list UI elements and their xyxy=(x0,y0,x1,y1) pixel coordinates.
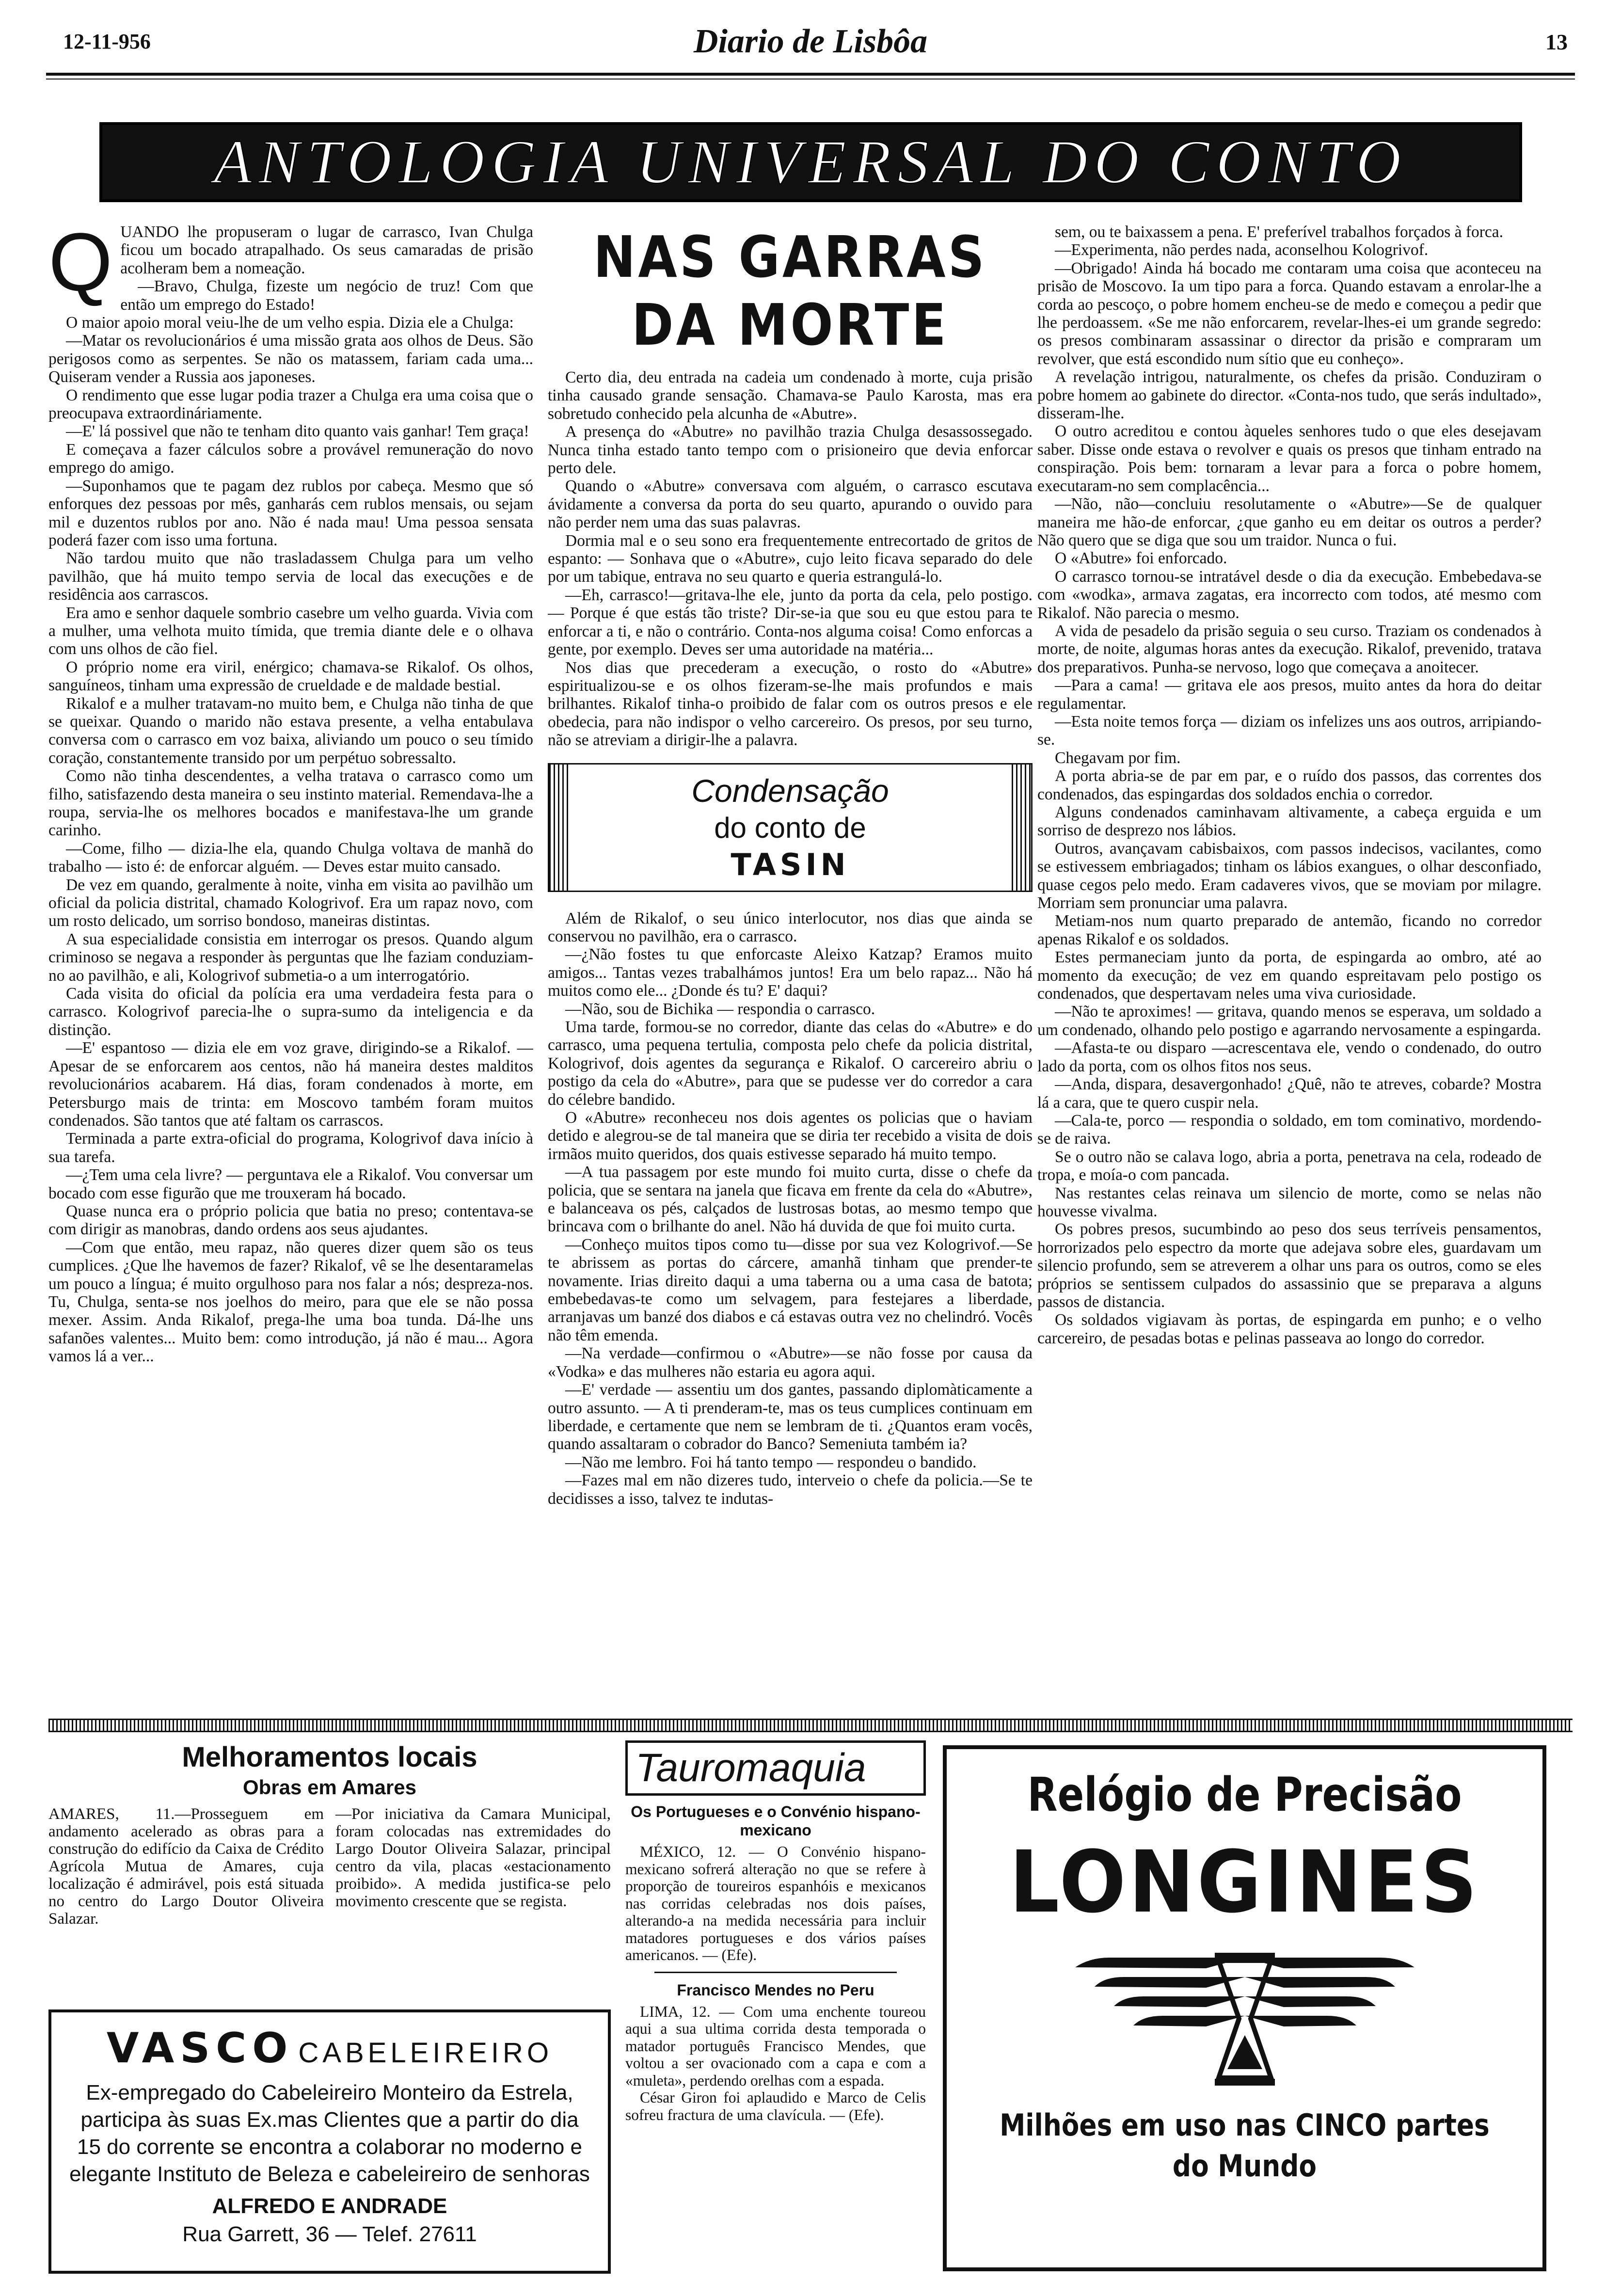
story-paragraph: A porta abria-se de par em par, e o ruído dos passos, das correntes dos condenados, das espingardas dos soldados enchia o corredor. xyxy=(1037,767,1542,803)
story-paragraph: A revelação intrigou, naturalmente, os chefes da prisão. Conduziram o pobre homem ao gabinete do director. «Conta-nos tudo, que serás indultado», disseram-lhe. xyxy=(1037,368,1542,423)
story-column-1 xyxy=(48,223,533,1719)
story-paragraph: O «Abutre» foi enforcado. xyxy=(1055,549,1227,568)
tauromaquia-text-1: MÉXICO, 12. — O Convénio hispano-mexicano sofrerá alteração no que se refere à proporção de toureiros espanhóis e mexicanos nas corridas celebradas nos dois países, alterando-a na medida necessária para incluir matadores portugueses e dos vários países americanos. — (Efe). xyxy=(625,1843,926,1963)
story-paragraph: O «Abutre» reconheceu nos dois agentes os policias que o haviam detido e alegrou-se de tal maneira que se diria ter recebido a visita de dois irmãos muito queridos, dos quais estivesse separado há muito tempo. xyxy=(548,1109,1033,1163)
story-paragraph: —Não te aproximes! — gritava, quando menos se esperava, um soldado a um condenado, olhando pelo postigo e agarrando nervosamente a espingarda. xyxy=(1037,1003,1542,1039)
condensation-of-story: do conto de xyxy=(714,811,866,844)
story-paragraph: O rendimento que esse lugar podia trazer a Chulga era uma coisa que o preocupava extraordináriamente. xyxy=(48,386,533,423)
story-paragraph: Não tardou muito que não trasladassem Chulga para um velho pavilhão, que há muito tempo servia de local das execuções e de residência aos carrascos. xyxy=(48,549,533,604)
melhoramentos-title: Melhoramentos locais xyxy=(182,1741,477,1773)
story-paragraph: E começava a fazer cálculos sobre a provável remuneração do novo emprego do amigo. xyxy=(48,440,533,477)
story-paragraph: —E' espantoso — dizia ele em voz grave, dirigindo-se a Rikalof. — Apesar de se enforcarem aos centos, não há maneira destes malditos revolucionários acabarem. Há dias, foram condenados à morte, em Petersburgo mais de trinta: em Moscovo também foram muitos condenados. São tantos que até faltam os carrascos. xyxy=(48,1039,533,1130)
melhoramentos-article xyxy=(48,1740,611,2002)
story-paragraph: Metiam-nos num quarto preparado de antemão, ficando no corredor apenas Rikalof e os soldados. xyxy=(1037,912,1542,948)
story-paragraph: Estes permaneciam junto da porta, de espingarda ao ombro, até ao momento da execução; de vez em quando espreitavam pelo postigo os condenados, que despertavam neles uma viva curiosidade. xyxy=(1037,948,1542,1003)
condensation-author: TASIN xyxy=(731,846,850,882)
story-paragraph: —Bravo, Chulga, fizeste um negócio de truz! Com que então um emprego do Estado! xyxy=(120,277,533,314)
longines-brand: LONGINES xyxy=(1009,1833,1480,1932)
story-paragraph: Terminada a parte extra-oficial do programa, Kologrivof dava início à sua tarefa. xyxy=(48,1130,533,1166)
drop-cap: Q xyxy=(48,223,113,308)
vasco-name: VASCO xyxy=(106,2024,294,2073)
story-paragraph: —Com que então, meu rapaz, não queres dizer quem são os teus cumplices. ¿Que lhe havemos de fazer? Rikalof, vê se lhe desentaramelas um pouco a língua; é muito orgulhoso para nos falar a nós; despreza-nos. Tu, Chulga, senta-se nos joelhos do meiro, para que ele se não possa mexer. Assim. Anda Rikalof, prega-lhe uma boa tunda. Dá-lhe uns safanões valentes... Muito bem: como introdução, já não é mau... Agora vamos lá a ver... xyxy=(48,1238,533,1366)
melhoramentos-right: —Por iniciativa da Camara Municipal, foram colocadas nas extremidades do Largo Doutor Oliveira Salazar, principal centro da vila, placas «estacionamento proibido». A medida justifica-se pelo movimento crescente que se regista. xyxy=(335,1805,611,1910)
story-paragraph: —¿Tem uma cela livre? — perguntava ele a Rikalof. Vou conversar um bocado com esse figurão que me trouxeram há bocado. xyxy=(48,1166,533,1202)
story-paragraph: —Eh, carrasco!—gritava-lhe ele, junto da porta da cela, pelo postigo. — Porque é que estás tão triste? Dir-se-ia que sou eu que estou para te enforcar a ti, e não o contrário. Conta-nos alguma coisa! Como enforcas a gente, por exemplo. Deves ser uma autoridade na matéria... xyxy=(548,586,1033,659)
story-paragraph: Outros, avançavam cabisbaixos, com passos indecisos, vacilantes, como se estivessem embriagados; tinham os lábios exangues, o olhar desconfiado, quase cegos pelo medo. Eram cadaveres vivos, que se moviam por milagre. Morriam sem pronunciar uma palavra. xyxy=(1037,839,1542,912)
story-paragraph: Certo dia, deu entrada na cadeia um condenado à morte, cuja prisão tinha causado grande sensação. Chamava-se Paulo Karosta, mas era sobretudo conhecido pela alcunha de «Abutre». xyxy=(548,368,1033,423)
story-paragraph: —Obrigado! Ainda há bocado me contaram uma coisa que aconteceu na prisão de Moscovo. Ia um tipo para a forca. Quando estavam a enrolar-lhe a corda ao pescoço, o pobre homem encheu-se de medo e começou a pedir que lhe perdoassem. «Se me não enforcarem, revelar-lhes-ei um grande segredo: os presos combinaram assassinar o director da prisão e compraram um revolver, que está escondido num sítio que eu conheço». xyxy=(1037,259,1542,368)
story-paragraph: —Não, sou de Bichika — respondia o carrasco. xyxy=(565,1000,875,1018)
vasco-trade: CABELEIREIRO xyxy=(298,2037,553,2069)
story-paragraph: —E' verdade — assentiu um dos gantes, passando diplomàticamente a outro assunto. — A ti prenderam-te, mas os teus cumplices continuam em liberdade, e certamente que nem se lembram de ti. ¿Quantos eram vocês, quando assaltaram o cobrador do Banco? Semeniuta também ia? xyxy=(548,1381,1033,1453)
story-paragraph: Cada visita do oficial da polícia era uma verdadeira festa para o carrasco. Kologrivof parecia-lhe o supra-sumo da inteligencia e da distinção. xyxy=(48,985,533,1039)
tauromaquia-column xyxy=(625,1740,926,2283)
tauromaquia-headline-2: Francisco Mendes no Peru xyxy=(677,1981,874,1999)
story-paragraph: —Fazes mal em não dizeres tudo, interveio o chefe da policia.—Se te decidisses a isso, talvez te indutas- xyxy=(548,1471,1033,1508)
story-paragraph: —Come, filho — dizia-lhe ela, quando Chulga voltava de manhã do trabalho — isto é: de enforcar alguém. — Deves estar muito cansado. xyxy=(48,839,533,876)
story-paragraph: —¿Não fostes tu que enforcaste Aleixo Katzap? Eramos muito amigos... Tantas vezes trabalhámos juntos! Era um belo rapaz... Não há muitos como ele... ¿Donde és tu? E' daqui? xyxy=(548,945,1033,1000)
issue-date: 12-11-956 xyxy=(63,30,151,53)
vasco-body: Ex-empregado do Cabeleireiro Monteiro da Estrela, participa às suas Ex.mas Clientes que a partir do dia 15 do corrente se encontra a colaborar no moderno e elegante Instituto de Beleza e cabeleireiro de senhoras xyxy=(69,2081,590,2186)
story-paragraph: O outro acreditou e contou àqueles senhores tudo o que eles desejavam saber. Disse onde estava o revolver e quais os presos que tinham entrado na conspiração. Pois bem: tornaram a levar para a forca o pobre homem, executaram-no sem complacência... xyxy=(1037,422,1542,495)
section-banner xyxy=(99,122,1522,202)
story-paragraph: Quase nunca era o próprio policia que batia no preso; contentava-se com dirigir as manobras, dando ordens aos seus ajudantes. xyxy=(48,1202,533,1239)
story-column-2 xyxy=(548,223,1033,1719)
condensation-label: Condensação xyxy=(691,772,889,809)
melhoramentos-body xyxy=(48,1805,611,1928)
longines-headline: Relógio de Precisão xyxy=(1027,1768,1462,1822)
tauromaquia-text-2: LIMA, 12. — Com uma enchente toureou aqui a sua ultima corrida desta temporada o matador português Francisco Mendes, que voltou a ser ovacionado com a capa e com a «muleta», perdendo orelhas com a espada. xyxy=(625,2003,926,2089)
story-paragraph: —Anda, dispara, desavergonhado! ¿Quê, não te atreves, cobarde? Mostra lá a cara, que te quero cuspir nela. xyxy=(1037,1075,1542,1112)
story-paragraph: —A tua passagem por este mundo foi muito curta, disse o chefe da policia, que se sentara na janela que ficava em frente da cela do «Abutre», e balanceava os pés, calçados de lustrosas botas, ao mesmo tempo que brincava com o brilhante do anel. Não há duvida de que foi muito curta. xyxy=(548,1163,1033,1236)
section-banner-title: ANTOLOGIA UNIVERSAL DO CONTO xyxy=(214,128,1408,196)
header-rule xyxy=(46,73,1575,76)
newspaper-name: Diario de Lisbôa xyxy=(693,23,928,60)
tauromaquia-title: Tauromaquia xyxy=(625,1740,926,1796)
story-paragraph: —Esta noite temos força — diziam os infelizes uns aos outros, arripiando-se. xyxy=(1037,712,1542,749)
story-paragraph: Se o outro não se calava logo, abria a porta, penetrava na cela, rodeado de tropa, e moía-o com pancada. xyxy=(1037,1148,1542,1184)
story-column-2-text-b xyxy=(548,909,1033,1508)
story-paragraph: O maior apoio moral veiu-lhe de um velho espia. Dizia ele a Chulga: xyxy=(66,314,514,332)
vasco-advertisement xyxy=(48,2009,611,2274)
winged-hourglass-icon xyxy=(1061,1938,1429,2098)
story-paragraph: —Cala-te, porco — respondia o soldado, em tom cominativo, mordendo-se de raiva. xyxy=(1037,1111,1542,1148)
header-rule-thin xyxy=(46,79,1575,80)
story-column-2-text-a xyxy=(548,368,1033,749)
condensation-box xyxy=(548,763,1033,892)
story-paragraph: Alguns condenados caminhavam altivamente, a cabeça erguida e um sorriso de desprezo nos lábios. xyxy=(1037,803,1542,840)
story-paragraph: —Para a cama! — gritava ele aos presos, muito antes da hora do deitar regulamentar. xyxy=(1037,676,1542,713)
story-paragraph: Como não tinha descendentes, a velha tratava o carrasco como um filho, satisfazendo desta maneira o seu instinto material. Remendava-lhe a roupa, servia-lhe os melhores bocados e manifestava-lhe um grande carinho. xyxy=(48,767,533,840)
story-title: NAS GARRAS DA MORTE xyxy=(593,223,987,358)
story-paragraph: Nas restantes celas reinava um silencio de morte, como se nelas não houvesse vivalma. xyxy=(1037,1184,1542,1220)
story-paragraph: —Não me lembro. Foi há tanto tempo — respondeu o bandido. xyxy=(565,1453,977,1471)
story-column-1-text xyxy=(48,223,533,1366)
melhoramentos-subtitle: Obras em Amares xyxy=(243,1776,416,1799)
story-paragraph: Chegavam por fim. xyxy=(1055,749,1181,767)
story-paragraph: —Suponhamos que te pagam dez rublos por cabeça. Mesmo que só enforques dez pessoas por mês, ganharás cem rublos mensais, ou sejam mil e duzentos rublos por ano. Não é nada mau! Uma pessoa sensata poderá fazer com isso uma fortuna. xyxy=(48,477,533,549)
story-paragraph: UANDO lhe propuseram o lugar de carrasco, Ivan Chulga ficou um bocado atrapalhado. Os seus camaradas de prisão acolheram bem a nomeação. xyxy=(120,223,533,277)
vasco-address: Rua Garrett, 36 — Telef. 27611 xyxy=(182,2222,477,2246)
story-paragraph: A vida de pesadelo da prisão seguia o seu curso. Traziam os condenados à morte, de noite, algumas horas antes da execução. Rikalof, prevenido, tratava dos preparativos. Punha-se nervoso, logo que começava a anoitecer. xyxy=(1037,622,1542,676)
story-paragraph: Além de Rikalof, o seu único interlocutor, nos dias que ainda se conservou no pavilhão, era o carrasco. xyxy=(548,909,1033,945)
vasco-firm: ALFREDO E ANDRADE xyxy=(212,2194,447,2218)
story-paragraph: Nos dias que precederam a execução, o rosto do «Abutre» espiritualizou-se e os olhos fizeram-se-lhe mais profundos e mais brilhantes. Rikalof tinha-o proibido de falar com os outros presos e ele obedecia, para não indispor o velho carcereiro. Os presos, por seu turno, não se atreviam a dirigir-lhe a palavra. xyxy=(548,658,1033,749)
story-paragraph: Uma tarde, formou-se no corredor, diante das celas do «Abutre» e do carrasco, uma pequena tertulia, composta pelo chefe da policia distrital, Kologrivof, dois agentes da segurança e Rikalof. O carcereiro abriu o postigo da cela do «Abutre», para que se pudesse ver do corredor a cara do célebre bandido. xyxy=(548,1018,1033,1109)
story-paragraph: —Matar os revolucionários é uma missão grata aos olhos de Deus. São perigosos como as serpentes. Se não os matassem, fariam cada uma... Quiseram vender a Russia aos japoneses. xyxy=(48,332,533,386)
story-column-3-text xyxy=(1037,223,1542,1347)
story-paragraph: Quando o «Abutre» conversava com alguém, o carrasco escutava ávidamente a conversa da porta do seu quarto, apurando o ouvido para não perder nem uma das suas palavras. xyxy=(548,477,1033,532)
page-number: 13 xyxy=(1545,30,1568,54)
longines-advertisement xyxy=(943,1745,1546,2271)
story-paragraph: Rikalof e a mulher tratavam-no muito bem, e Chulga não tinha de que se queixar. Quando o marido não estava presente, a velha entabulava conversa com o carrasco em voz baixa, aliviando um pouco o seu tímido coração, constantemente transido por um perpétuo sobressalto. xyxy=(48,694,533,767)
story-paragraph: Os pobres presos, sucumbindo ao peso dos seus terríveis pensamentos, horrorizados pelo espectro da morte que adejava sobre eles, guardavam um silencio profundo, sem se atreverem a olhar uns para os outros, como se eles próprios se sentissem culpados do assassinio que se preparava a alguns passos de distancia. xyxy=(1037,1220,1542,1311)
tauromaquia-headline-1: Os Portugueses e o Convénio hispano-mexicano xyxy=(631,1803,921,1839)
story-paragraph: —Experimenta, não perdes nada, aconselhou Kologrivof. xyxy=(1055,241,1429,259)
story-paragraph: A presença do «Abutre» no pavilhão trazia Chulga desassossegado. Nunca tinha estado tanto tempo com o prisioneiro que devia enforcar perto dele. xyxy=(548,423,1033,478)
tauromaquia-text-3: César Giron foi aplaudido e Marco de Celis sofreu fractura de uma clavícula. — (Efe). xyxy=(625,2089,926,2123)
story-paragraph: Os soldados vigiavam às portas, de espingarda em punho; e o velho carcereiro, de pesadas botas e pelinas passeava ao longo do corredor. xyxy=(1037,1311,1542,1347)
story-paragraph: O próprio nome era viril, enérgico; chamava-se Rikalof. Os olhos, sanguíneos, tinham uma expressão de crueldade e de maldade bestial. xyxy=(48,658,533,695)
longines-footer: Milhões em uso nas CINCO partes do Mundo xyxy=(1000,2107,1490,2184)
story-paragraph: A sua especialidade consistia em interrogar os presos. Quando algum criminoso se negava a responder às perguntas que lhe faziam conduziam-no ao pavilhão, e ali, Kologrivof submetia-o a um interrogatório. xyxy=(48,930,533,985)
melhoramentos-left: AMARES, 11.—Prosseguem em andamento acelerado as obras para a construção do edifício da Caixa de Crédito Agrícola Mutua de Amares, cuja localização é admirável, pois está situada no centro do Largo Doutor Oliveira Salazar. xyxy=(48,1805,324,1928)
story-paragraph: Dormia mal e o seu sono era frequentemente entrecortado de gritos de espanto: — Sonhava que o «Abutre», cujo leito ficava separado do dele por um tabique, entrava no seu quarto e queria estrangulá-lo. xyxy=(548,531,1033,586)
story-paragraph: O carrasco tornou-se intratável desde o dia da execução. Embebedava-se com «wodka», armava zagatas, era incorrecto com todos, até mesmo com Rikalof. Não parecia o mesmo. xyxy=(1037,567,1542,622)
section-divider xyxy=(48,1719,1573,1732)
story-paragraph: Era amo e senhor daquele sombrio casebre um velho guarda. Vivia com a mulher, uma velhota muito tímida, que tremia diante dele e o olhava com uns olhos de cão fiel. xyxy=(48,604,533,658)
story-paragraph: —Afasta-te ou disparo —acrescentava ele, vendo o condenado, do outro lado da porta, com os olhos fitos nos seus. xyxy=(1037,1039,1542,1075)
tauromaquia-separator xyxy=(654,1972,897,1973)
story-paragraph: —Conheço muitos tipos como tu—disse por sua vez Kologrivof.—Se te abrissem as portas do cárcere, amanhã tinham que prender-te novamente. Irias direito daqui a uma taberna ou a uma casa de batota; embebedavas-te como um selvagem, para festejares a liberdade, arranjavas um banzé dos diabos e cá estavas outra vez no chelindró. Vocês não têm emenda. xyxy=(548,1235,1033,1344)
story-paragraph: —E' lá possivel que não te tenham dito quanto vais ganhar! Tem graça! xyxy=(66,422,529,441)
story-paragraph: —Não, não—concluiu resolutamente o «Abutre»—Se de qualquer maneira me hão-de enforcar, ¿que ganho eu em deitar os outros a perder? Não quero que se diga que sou um traidor. Nunca o fui. xyxy=(1037,495,1542,549)
story-paragraph: De vez em quando, geralmente à noite, vinha em visita ao pavilhão um oficial da policia distrital, chamado Kologrivof. Era um rapaz novo, com um rosto delicado, um sorriso bondoso, maneiras distintas. xyxy=(48,876,533,930)
story-paragraph: —Na verdade—confirmou o «Abutre»—se não fosse por causa da «Vodka» e das mulheres não estaria eu agora aqui. xyxy=(548,1344,1033,1381)
story-paragraph: sem, ou te baixassem a pena. E' preferível trabalhos forçados à forca. xyxy=(1055,223,1504,241)
story-column-3 xyxy=(1037,223,1542,1719)
